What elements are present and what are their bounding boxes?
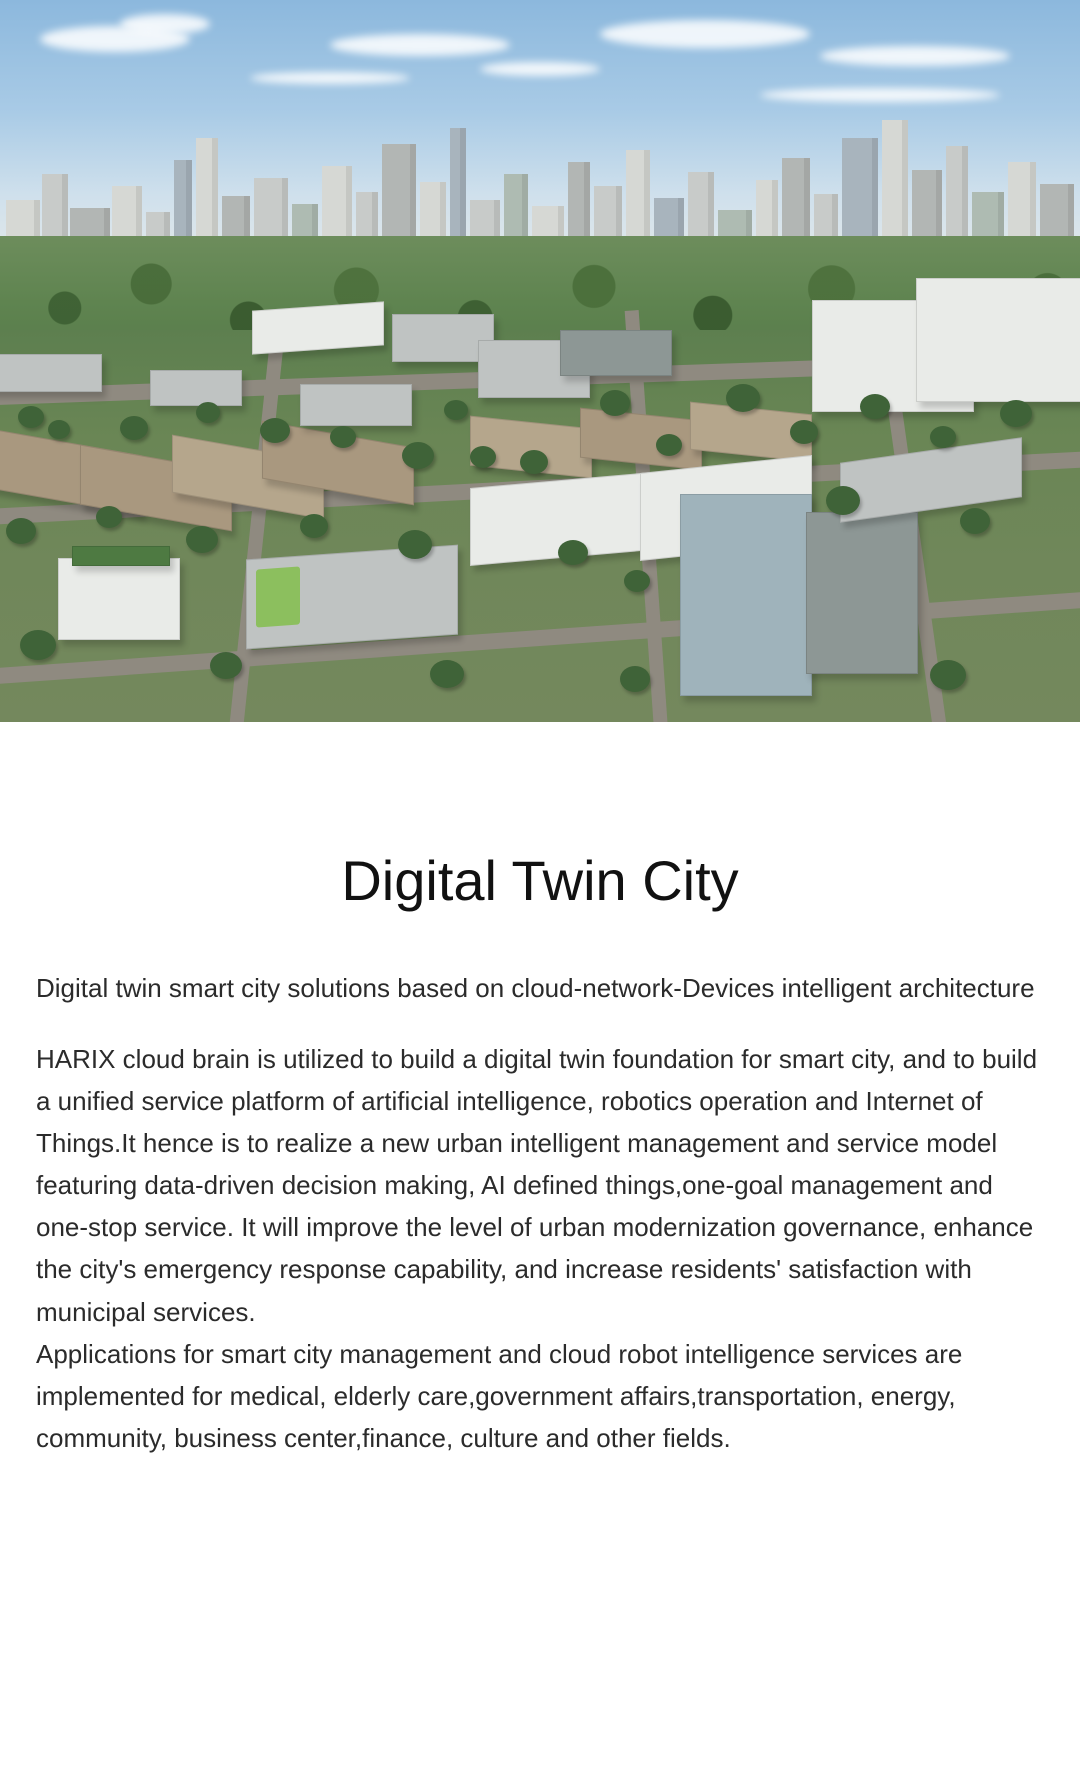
cloud-icon [600, 20, 810, 48]
page-title: Digital Twin City [341, 849, 739, 912]
cloud-icon [820, 46, 1010, 66]
article-paragraph: Applications for smart city management and cloud robot intelligence services are implemented for medical, elderly care,government affairs,transportation, energy, community, business center,finance, culture and other fields. [36, 1338, 963, 1453]
article-paragraph: HARIX cloud brain is utilized to build a digital twin foundation for smart city, and to build a unified service platform of artificial intelligence, robotics operation and Internet of Things.It hence is to realize a new urban intelligent management and service model featuring data-driven decision making, AI defined things,one-goal management and one-stop service. It will improve the level of urban modernization governance, enhance the city's emergency response capability, and increase residents' satisfaction with municipal services. [36, 1043, 1038, 1327]
cloud-icon [120, 14, 210, 34]
hero-image [0, 0, 1080, 722]
cloud-icon [480, 62, 600, 76]
cloud-icon [330, 34, 510, 56]
article-content [0, 850, 1080, 1459]
article-lede: Digital twin smart city solutions based on cloud-network-Devices intelligent architecture [36, 972, 1035, 1003]
foreground-city-blocks [0, 330, 1080, 722]
